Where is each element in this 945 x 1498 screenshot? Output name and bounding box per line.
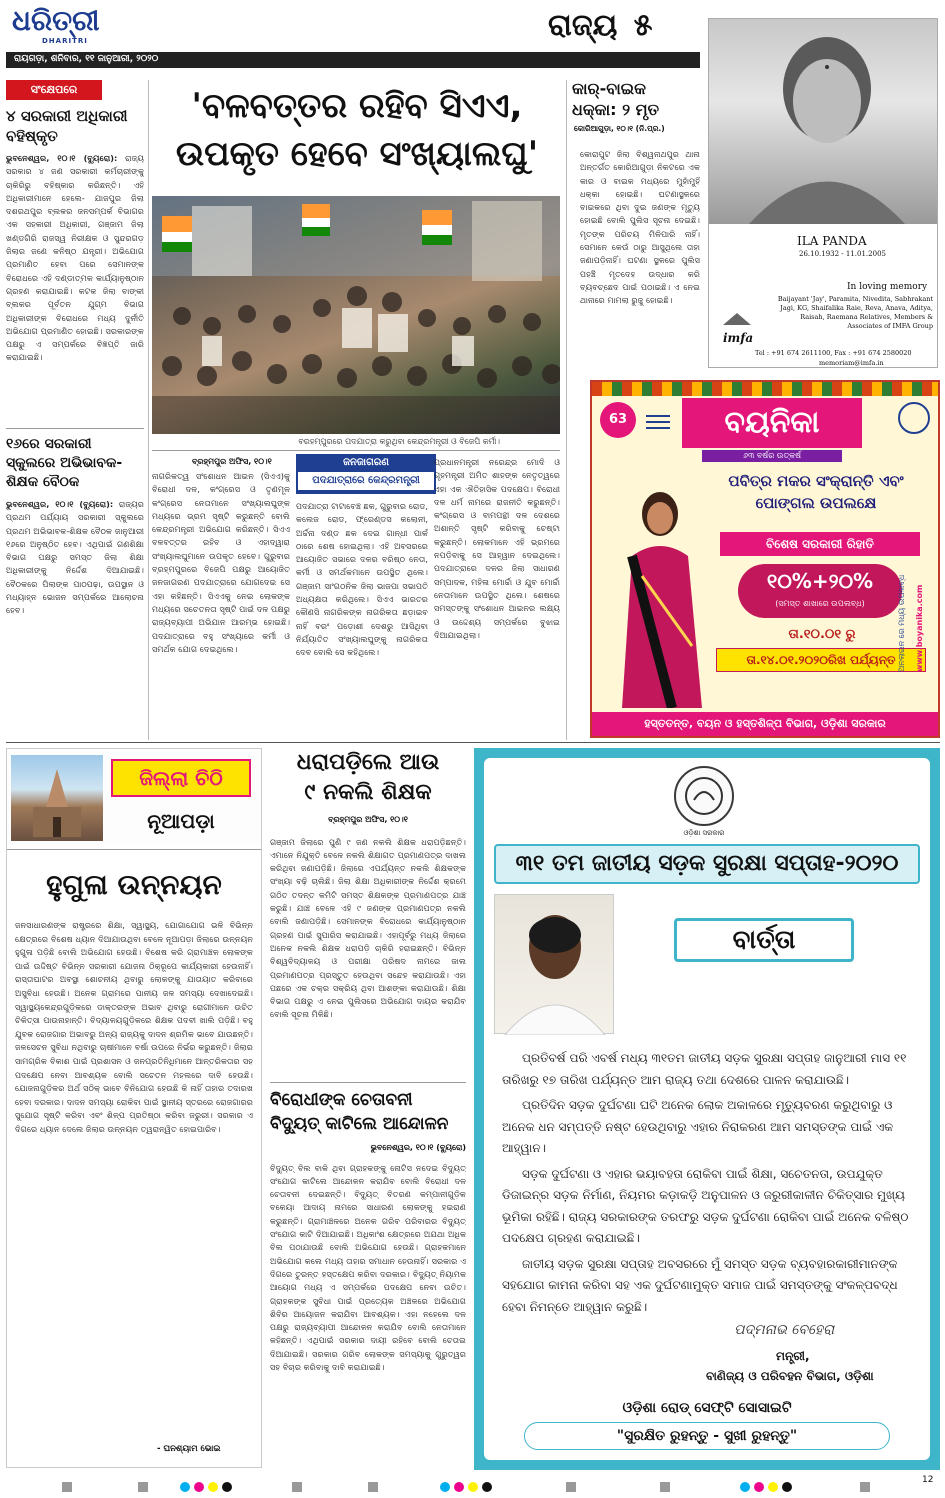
divider [152, 450, 560, 451]
obituary-email: memoriam@imfa.in [819, 359, 884, 367]
weave-pattern-icon [644, 412, 672, 432]
road-safety-inner [484, 758, 930, 1460]
brief-label: ସଂକ୍ଷେପରେ [6, 80, 102, 100]
ad-side-online: ଅନଲାଇନ ରେ ମଧ୍ୟ ଉପଲବ୍ଧ [897, 574, 906, 672]
brief-dateline-2: ଭୁବନେଶ୍ୱର, ୧୦।୧ (ବ୍ୟୁରୋ): [6, 499, 114, 509]
registration-dot [180, 1482, 190, 1492]
road-safety-slogan: "ସୁରକ୍ଷିତ ରୁହନ୍ତୁ - ସୁଖୀ ରୁହନ୍ତୁ" [524, 1422, 890, 1450]
teachers-story [270, 748, 466, 1078]
registration-dot [208, 1482, 218, 1492]
brief-column [6, 80, 144, 740]
imfa-logo-text: imfa [723, 331, 754, 346]
obituary-family: Baijayant 'Jay', Paramita, Nivedita, Sabhrakant Jagi, KG, Shaifalika Raie, Reva, Anava, Aditya, Raisah, Raemana Relatives, Members & Associates of IMFA Group [777, 295, 933, 330]
message-para-4: ଜାତୀୟ ସଡ଼କ ସୁରକ୍ଷା ସପ୍ତାହ ଅବସରରେ ମୁଁ ସମସ୍ତ ସଡ଼କ ବ୍ୟବହାରକାରୀମାନଙ୍କ ସହଯୋଗ କାମନା କରିବା ସହ ଏକ ଦୁର୍ଘଟଣାମୁକ୍ତ ସମାଜ ପାଇଁ ସମସ୍ତଙ୍କୁ ସଂକଳ୍ପବଦ୍ଧ ହେବା ନିମନ୍ତେ ଆହ୍ୱାନ କରୁଛି। [502, 1256, 898, 1314]
accident-headline-line-2: ଧକ୍କା: ୨ ମୃତ [572, 100, 660, 119]
registration-block [62, 1482, 72, 1492]
power-story [270, 1088, 466, 1468]
lead-column-1: ନାଗରିକତ୍ୱ ସଂଶୋଧନ ଆଇନ (ସିଏଏ)କୁ ବିରୋଧୀ ଦଳ, କଂଗ୍ରେସ ଓ ତୃଣମୂଳ କଂଗ୍ରେସ ନେତାମାନେ ସଂଖ୍ୟାଲଘୁଙ୍କ ମଧ୍ୟରେ ଭ୍ରମ ସୃଷ୍ଟି କରୁଛନ୍ତି ବୋଲି କେନ୍ଦ୍ରମନ୍ତ୍ରୀ ଅଭିଯୋଗ କରିଛନ୍ତି। ସିଏଏ ବଳବତ୍ତର ରହିବ ଓ ଏହାଦ୍ୱାରା ସଂଖ୍ୟାଲଘୁମାନେ ଉପକୃତ ହେବେ। ଗୁରୁବାର ବ୍ରହ୍ମପୁରରେ ବିଜେପି ପକ୍ଷରୁ ଆୟୋଜିତ ଜନଜାଗରଣ ପଦଯାତ୍ରାରେ ଯୋଗଦେଇ ସେ ଏହା କହିଛନ୍ତି। ସିଏଏକୁ ନେଇ ଲୋକଙ୍କ ମଧ୍ୟରେ ସଚେତନତା ସୃଷ୍ଟି ପାଇଁ ଦଳ ପକ୍ଷରୁ ରାଜ୍ୟବ୍ୟାପୀ ଅଭିଯାନ ଆରମ୍ଭ ହୋଇଛି। ପଦଯାତ୍ରାରେ ବହୁ ସଂଖ୍ୟାରେ କର୍ମୀ ଓ ସମର୍ଥକ ଯୋଗ ଦେଇଥିଲେ। [152, 471, 290, 654]
dateline-text: ରାୟଗଡ଼ା, ଶନିବାର, ୧୧ ଜାନୁଆରୀ, ୨୦୨୦ [14, 54, 159, 64]
accident-body: କୋରାପୁଟ ଜିଲା ବିଶ୍ୱନାଥପୁର ଥାନା ଅନ୍ତର୍ଗତ କୋରିଆଗୁଡ଼ା ନିକଟରେ ଏକ କାର ଓ ବାଇକ ମଧ୍ୟରେ ମୁହାଁମୁହିଁ ଧକ୍କା ହୋଇଛି। ଘଟଣାସ୍ଥଳରେ ବାଇକରେ ଥିବା ଦୁଇ ଜଣଙ୍କ ମୃତ୍ୟୁ ହୋଇଛି ବୋଲି ପୁଲିସ ସୂଚନା ଦେଇଛି। ମୃତଙ୍କ ପରିଚୟ ମିଳିପାରି ନାହିଁ। ସେମାନେ କେଉଁ ଠାରୁ ଆସୁଥିଲେ ତାହା ଜଣାପଡ଼ିନାହିଁ। ଘଟଣା ସ୍ଥଳରେ ପୁଲିସ ପହଞ୍ଚି ମୃତଦେହ ଉଦ୍ଧାର କରି ବ୍ୟବଚ୍ଛେଦ ପାଇଁ ପଠାଇଛି। ଏ ନେଇ ଥାନାରେ ମାମଲା ରୁଜୁ ହୋଇଛି। [580, 149, 700, 306]
discount-text: ୧୦%+୨୦% [766, 569, 874, 593]
registration-block [860, 1482, 870, 1492]
power-dateline: ଭୁବନେଶ୍ୱର, ୧୦।୧ (ବ୍ୟୁରୋ) [370, 1143, 466, 1152]
temple-illustration [11, 755, 103, 841]
obituary-contact: Tel : +91 674 2611100, Fax : +91 674 2580020 [755, 349, 912, 357]
boyanika-ad [590, 380, 940, 738]
registration-block [660, 1482, 670, 1492]
district-header [7, 749, 261, 845]
district-body: ଜନସାଧାରଣଙ୍କ ରାଷ୍ଟ୍ରରେ ଶିକ୍ଷା, ସ୍ୱାସ୍ଥ୍ୟ, ଯୋଗାଯୋଗ ଭଳି ବିଭିନ୍ନ କ୍ଷେତ୍ରରେ ବିଶେଷ ଧ୍ୟାନ ଦିଆଯାଉଥିବା ବେଳେ ନୂଆପଡ଼ା ଜିଲାରେ ଉନ୍ନୟନ ହୁଗୁଳା ପଡ଼ିଛି ବୋଲି ଅଭିଯୋଗ ହେଉଛି। ବିଶେଷ କରି ଗ୍ରାମାଞ୍ଚଳ ଲୋକଙ୍କ ପାଇଁ ଉଦ୍ଦିଷ୍ଟ ବିଭିନ୍ନ ସରକାରୀ ଯୋଜନା ଠିକ୍‌ରୂପେ କାର୍ଯ୍ୟକାରୀ ହେଉନାହିଁ। ରାସ୍ତାଘାଟର ଅବସ୍ଥା ଶୋଚନୀୟ ଥିବାରୁ ଲୋକଙ୍କୁ ଯାତାୟାତ କରିବାରେ ଅସୁବିଧା ହେଉଛି। ଅନେକ ଗ୍ରାମରେ ପାନୀୟ ଜଳ ସମସ୍ୟା ଦେଖାଦେଇଛି। ସ୍ୱାସ୍ଥ୍ୟକେନ୍ଦ୍ରଗୁଡ଼ିକରେ ଡାକ୍ତରଙ୍କ ଅଭାବ ଥିବାରୁ ରୋଗୀମାନେ ଉଚିତ ଚିକିତ୍ସା ପାଉନାହାନ୍ତି। ବିଦ୍ୟାଳୟଗୁଡ଼ିକରେ ଶିକ୍ଷକ ପଦବୀ ଖାଲି ପଡ଼ିଛି। ବହୁ ଯୁବକ ରୋଜଗାର ଅଭାବରୁ ଅନ୍ୟ ରାଜ୍ୟକୁ ଦାଦନ ଶ୍ରମିକ ଭାବେ ଯାଉଛନ୍ତି। ଜଳସେଚନ ସୁବିଧା ନଥିବାରୁ ଚାଷୀମାନେ ବର୍ଷା ଉପରେ ନିର୍ଭର କରୁଛନ୍ତି। ଜିଲାର ସାମଗ୍ରିକ ବିକାଶ ପାଇଁ ପ୍ରଶାସନ ଓ ଜନପ୍ରତିନିଧିମାନେ ଆନ୍ତରିକତାର ସହ ପଦକ୍ଷେପ ନେବା ଆବଶ୍ୟକ ବୋଲି ସଚେତନ ମହଲରେ ଦାବି ହେଉଛି। ଯୋଜନାଗୁଡ଼ିକର ଅର୍ଥ ସଠିକ୍ ଭାବେ ବିନିଯୋଗ ହେଉଛି କି ନାହିଁ ତାହାର ତଦାରଖ ହେବା ଦରକାର। ଦାଦନ ସମସ୍ୟା ରୋକିବା ପାଇଁ ସ୍ଥାନୀୟ ସ୍ତରରେ ରୋଜଗାରର ସୁଯୋଗ ସୃଷ୍ଟି କରିବା ଏବଂ ଶିଳ୍ପ ପ୍ରତିଷ୍ଠା କରିବା ଜରୁରୀ। ସରକାର ଏ ଦିଗରେ ଧ୍ୟାନ ଦେଲେ ଜିଲାର ଉନ୍ନୟନ ତ୍ୱରାନ୍ୱିତ ହୋଇପାରିବ। [15, 920, 253, 1134]
registration-block [292, 1482, 302, 1492]
district-name: ନୂଆପଡ଼ା [147, 809, 215, 833]
lead-tag-line-2: ପଦଯାତ୍ରାରେ କେନ୍ଦ୍ରମନ୍ତ୍ରୀ [298, 472, 434, 490]
ad-occasion-line-1: ପବିତ୍ର ମକର ସଂକ୍ରାନ୍ତି ଏବଂ [728, 472, 904, 490]
registration-block [566, 1482, 576, 1492]
dateline-bar [6, 52, 700, 68]
brief-text-2: ରାଜ୍ୟର ପ୍ରଥମ ପର୍ଯ୍ୟାୟ ସରକାରୀ ସ୍କୁଲରେ ପ୍ରଥମ ଅଭିଭାବକ-ଶିକ୍ଷକ ବୈଠକ ଜାନୁଆରୀ ୧୬ରେ ଅନୁଷ୍ଠିତ ହେବ। ଏଥିପାଇଁ ଗଣଶିକ୍ଷା ବିଭାଗ ପକ୍ଷରୁ ସମସ୍ତ ଜିଲା ଶିକ୍ଷା ଅଧିକାରୀଙ୍କୁ ନିର୍ଦ୍ଦେଶ ଦିଆଯାଇଛି। ବୈଠକରେ ପିଲାଙ୍କ ପାଠପଢ଼ା, ଉପସ୍ଥାନ ଓ ମଧ୍ୟାହ୍ନ ଭୋଜନ ସମ୍ପର୍କରେ ଆଲୋଚନା ହେବ। [6, 499, 144, 616]
message-label: ବାର୍ତ୍ତା [674, 918, 854, 962]
all-branches-text: (ସମସ୍ତ ଶାଖାରେ ଉପଲବ୍ଧ) [775, 599, 865, 608]
lead-photo-caption: ବରହମ୍ପୁରରେ ପଦଯାତ୍ରା କରୁଥିବା କେନ୍ଦ୍ରମନ୍ତ୍ରୀ ଓ ବିଜେପି କର୍ମୀ। [298, 437, 500, 446]
obituary-dates: 26.10.1932 - 11.01.2005 [799, 250, 886, 258]
boyanika-brand: ବୟନିକା [682, 398, 862, 448]
registration-dot [194, 1482, 204, 1492]
registration-block [138, 1482, 148, 1492]
message-para-3: ସଡ଼କ ଦୁର୍ଘଟଣା ଓ ଏହାର ଭୟାବହତା ରୋକିବା ପାଇଁ ଶିକ୍ଷା, ସଚେତନତା, ଉପଯୁକ୍ତ ଡିଜାଇନ୍‌ର ସଡ଼କ ନିର୍ମାଣ, ନିୟମର କଡ଼ାକଡ଼ି ଅନୁପାଳନ ଓ ଜରୁରୀକାଳୀନ ଚିକିତ୍ସାର ମୁଖ୍ୟ ଭୂମିକା ରହିଛି। ରାଜ୍ୟ ସରକାରଙ୍କ ତରଫରୁ ସଡ଼କ ଦୁର୍ଘଟଣା ରୋକିବା ପାଇଁ ଅନେକ ବଳିଷ୍ଠ ପଦକ୍ଷେପ ଗ୍ରହଣ କରାଯାଇଛି। [502, 1166, 909, 1245]
teachers-body: ଗଞ୍ଜାମ ଜିଲାରେ ପୁଣି ୯ ଜଣ ନକଲି ଶିକ୍ଷକ ଧରାପଡ଼ିଛନ୍ତି। ଏମାନେ ନିଯୁକ୍ତି ବେଳେ ନକଲି ଶିକ୍ଷାଗତ ପ୍ରମାଣପତ୍ର ଦାଖଲ କରିଥିବା ଜଣାପଡ଼ିଛି। ଜିଲାରେ ଏପର୍ଯ୍ୟନ୍ତ ନକଲି ଶିକ୍ଷକଙ୍କ ସଂଖ୍ୟା ବଢ଼ି ଚାଲିଛି। ଜିଲା ଶିକ୍ଷା ଅଧିକାରୀଙ୍କ ନିର୍ଦ୍ଦେଶ କ୍ରମେ ଗଠିତ ତଦନ୍ତ କମିଟି ସମସ୍ତ ଶିକ୍ଷକଙ୍କ ପ୍ରମାଣପତ୍ର ଯାଞ୍ଚ କରୁଛି। ଯାଞ୍ଚ ବେଳେ ଏହି ୯ ଜଣଙ୍କ ପ୍ରମାଣପତ୍ର ନକଲି ବୋଲି ଜଣାପଡ଼ିଛି। ସେମାନଙ୍କ ବିରୋଧରେ କାର୍ଯ୍ୟାନୁଷ୍ଠାନ ଗ୍ରହଣ ପାଇଁ ସୁପାରିସ କରାଯାଇଛି। ଏହାପୂର୍ବରୁ ମଧ୍ୟ ଜିଲାରେ ଅନେକ ନକଲି ଶିକ୍ଷକ ଧରାପଡ଼ି ଚାକିରି ହରାଇଛନ୍ତି। ବିଭିନ୍ନ ବିଶ୍ୱବିଦ୍ୟାଳୟ ଓ ପରୀକ୍ଷା ପରିଷଦ ନାମରେ ଜାଲ ପ୍ରମାଣପତ୍ର ପ୍ରସ୍ତୁତ ହେଉଥିବା ସନ୍ଦେହ କରାଯାଉଛି। ଏହା ପଛରେ ଏକ ଚକ୍ର ସକ୍ରିୟ ଥିବା ଆଶଙ୍କା କରାଯାଉଛି। ଶିକ୍ଷା ବିଭାଗ ପକ୍ଷରୁ ଏ ନେଇ ପୁଲିସରେ ଅଭିଯୋଗ ଦାୟର କରାଯିବ ବୋଲି ସୂଚନା ମିଳିଛି। [270, 836, 466, 1020]
registration-dot [482, 1482, 492, 1492]
imfa-logo-icon [723, 313, 763, 325]
road-safety-title: ୩୧ ତମ ଜାତୀୟ ସଡ଼କ ସୁରକ୍ଷା ସପ୍ତାହ-୨୦୨୦ [494, 844, 920, 884]
divider [7, 849, 261, 850]
teachers-headline-line-2: ୯ ନକଲି ଶିକ୍ଷକ [304, 780, 432, 805]
emblem-text: ଓଡ଼ିଶା ସରକାର [683, 829, 725, 837]
power-body: ବିଦ୍ୟୁତ୍ ବିଲ ବାକି ଥିବା ଗ୍ରାହକଙ୍କୁ ନୋଟିସ ନଦେଇ ବିଦ୍ୟୁତ୍ ସଂଯୋଗ କାଟିଲେ ଆନ୍ଦୋଳନ କରାଯିବ ବୋଲି ବିରୋଧୀ ଦଳ ଚେତାବନୀ ଦେଇଛନ୍ତି। ବିଦ୍ୟୁତ୍ ବିତରଣ କମ୍ପାନୀଗୁଡ଼ିକ ବକେୟା ଆଦାୟ ନାମରେ ସାଧାରଣ ଲୋକଙ୍କୁ ହଇରାଣ କରୁଛନ୍ତି। ଗ୍ରାମାଞ୍ଚଳରେ ଅନେକ ଗରିବ ପରିବାରର ବିଦ୍ୟୁତ୍ ସଂଯୋଗ କାଟି ଦିଆଯାଇଛି। ଅଧିକାଂଶ କ୍ଷେତ୍ରରେ ଅଯଥା ଅଧିକ ବିଲ ପଠାଯାଉଛି ବୋଲି ଅଭିଯୋଗ ହେଉଛି। ଗ୍ରାହକମାନେ ଅଭିଯୋଗ କଲେ ମଧ୍ୟ ତାହାର ସମାଧାନ ହେଉନାହିଁ। ସରକାର ଏ ଦିଗରେ ତୁରନ୍ତ ହସ୍ତକ୍ଷେପ କରିବା ଦରକାର। ବିଦ୍ୟୁତ୍ ନିୟାମକ ଆୟୋଗ ମଧ୍ୟ ଏ ସମ୍ପର୍କରେ ପଦକ୍ଷେପ ନେବା ଉଚିତ। ଗ୍ରାହକଙ୍କ ସୁବିଧା ପାଇଁ ପ୍ରତ୍ୟେକ ଅଞ୍ଚଳରେ ଅଭିଯୋଗ ଶିବିର ଆୟୋଜନ କରାଯିବା ଆବଶ୍ୟକ। ଏହା ନହେଲେ ଦଳ ପକ୍ଷରୁ ରାଜ୍ୟବ୍ୟାପୀ ଆନ୍ଦୋଳନ କରାଯିବ ବୋଲି ନେତାମାନେ କହିଛନ୍ତି। ଏଥିପାଇଁ ସରକାର ଦାୟୀ ରହିବେ ବୋଲି ଚେତାଇ ଦିଆଯାଇଛି। ସରକାର ଗରିବ ଲୋକଙ୍କ ସମସ୍ୟାକୁ ଗୁରୁତ୍ୱର ସହ ବିଚାର କରିବାକୁ ଦାବି କରାଯାଇଛି। [270, 1162, 466, 1373]
registration-dot [768, 1482, 778, 1492]
ad-website: www.boyanika.com [915, 584, 924, 672]
message-para-2: ପ୍ରତିଦିନ ସଡ଼କ ଦୁର୍ଘଟଣା ଘଟି ଅନେକ ଲୋକ ଅକାଳରେ ମୃତ୍ୟୁବରଣ କରୁଥିବାରୁ ଓ ଅନେକ ଧନ ସମ୍ପତ୍ତି ନଷ୍ଟ ହେଉଥିବାରୁ ଏହାର ନିରାକରଣ ଆମ ସମସ୍ତଙ୍କ ପାଇଁ ଏକ ଆହ୍ୱାନ। [502, 1098, 894, 1155]
section-page-number: ୫ [633, 8, 653, 43]
emblem-illustration [676, 768, 732, 824]
accident-dateline: କୋରିଆଗୁଡ଼ା, ୧୦।୧ (ନି.ପ୍ର.) [574, 124, 665, 133]
registration-dot [222, 1482, 232, 1492]
column-divider [566, 80, 567, 740]
ad-from-date: ତା.୧୦.୦୧ ରୁ [788, 627, 856, 642]
registration-dot [440, 1482, 450, 1492]
obituary-box [708, 18, 938, 368]
district-byline: - ଘନଶ୍ୟାମ ଭୋଇ [157, 1444, 221, 1454]
ad-side-text [892, 542, 936, 672]
power-headline [270, 1088, 466, 1136]
section-divider [6, 742, 940, 743]
brief-dateline-1: ଭୁବନେଶ୍ୱର, ୧୦।୧ (ବ୍ୟୁରୋ): [6, 153, 118, 163]
brief-headline-1: ୪ ସରକାରୀ ଅଧିକାରୀ ବହିଷ୍କୃତ [6, 107, 128, 145]
boyanika-anniversary: ୬୩ ବର୍ଷର ଉତ୍କର୍ଷ [702, 450, 842, 462]
brief-body-2 [6, 498, 144, 678]
ad-top-border [592, 382, 938, 396]
lead-column-2: ପଦଯାତ୍ରା ଟାଟାବେଞ୍ଚ ଛକ, ଗୁରୁବାର ରୋଡ, କଲେଜ ରୋଡ, ଫ୍ରେଣ୍ଡସ କଲୋନୀ, ଅର୍ଚ୍ଚନା ଦଣ୍ଡ ଛକ ଦେଇ ଗାନ୍ଧୀ ପାର୍କ ଠାରେ ଶେଷ ହୋଇଥିଲା। ଏହି ଅବସରରେ ଆୟୋଜିତ ସଭାରେ ଦଳର ବରିଷ୍ଠ ନେତା, କର୍ମୀ ଓ ସମର୍ଥକମାନେ ଉପସ୍ଥିତ ଥିଲେ। ଗଞ୍ଜାମ ସାଂଗଠନିକ ଜିଲା ଭାଜପା ସଭାପତି ଅଧ୍ୟକ୍ଷତା କରିଥିଲେ। ସିଏଏ ଭାରତର କୌଣସି ନାଗରିକଙ୍କ ନାଗରିକତା ଛଡ଼ାଇବ ନାହିଁ ବରଂ ପଡ଼ୋଶୀ ଦେଶରୁ ଆସିଥିବା ନିର୍ଯ୍ୟାତିତ ସଂଖ୍ୟାଲଘୁଙ୍କୁ ନାଗରିକତା ଦେବ ବୋଲି ସେ କହିଥିଲେ। [296, 501, 428, 658]
masthead [0, 0, 700, 70]
model-illustration [602, 486, 708, 708]
temple-photo [11, 755, 103, 841]
minister-photo [494, 894, 614, 1034]
power-headline-line-1: ବିରୋଧୀଙ୍କ ଚେତାବନୀ [270, 1090, 413, 1110]
registration-dot [754, 1482, 764, 1492]
odisha-emblem-icon [898, 402, 930, 434]
divider [270, 1082, 466, 1083]
brief-text-1: ରାଜ୍ୟ ସରକାର ୪ ଜଣ ସରକାରୀ କର୍ମଚାରୀଙ୍କୁ ଚାକିରିରୁ ବହିଷ୍କାର କରିଛନ୍ତି। ଏହି ଅଧିକାରୀମାନେ ହେଲେ- ଯାଜପୁର ଜିଲା ଦଶରଥପୁର ବ୍ଲକର ଜନସମ୍ପର୍କ ବିଭାଗର ଏକ ସହକାରୀ ଅଧିକାରୀ, ଗଞ୍ଜାମ ଜିଲା ଖଣ୍ଡଗିରି ରାଜସ୍ୱ ନିରୀକ୍ଷକ ଓ ସୁନ୍ଦରଗଡ଼ ଜିଲାର ଜଣେ କନିଷ୍ଠ ଯନ୍ତ୍ରୀ। ଅଭିଯୋଗ ପ୍ରମାଣିତ ହେବା ପରେ ସେମାନଙ୍କ ବିରୋଧରେ ଏହି ଦଣ୍ଡାତ୍ମକ କାର୍ଯ୍ୟାନୁଷ୍ଠାନ ଗ୍ରହଣ କରାଯାଇଛି। କଟକ ଜିଲା ବାଙ୍କୀ ବ୍ଲକର ପୂର୍ବତନ ଯୁଗ୍ମ ବିଭାଗ ଅଧିକାରୀଙ୍କ ବିରୋଧରେ ମଧ୍ୟ ଦୁର୍ନୀତି ଅଭିଯୋଗ ପ୍ରମାଣିତ ହୋଇଛି। ସରକାରଙ୍କ ପକ୍ଷରୁ ଏ ସମ୍ପର୍କରେ ବିଜ୍ଞପ୍ତି ଜାରି କରାଯାଇଛି। [6, 153, 144, 363]
section-name: ରାଜ୍ୟ [548, 8, 618, 43]
lead-headline-line-1: 'ବଳବତ୍ତର ରହିବ ସିଏଏ, [191, 86, 523, 126]
divider [6, 428, 144, 429]
accident-headline [572, 78, 700, 120]
column-divider [148, 80, 149, 740]
registration-dot [782, 1482, 792, 1492]
minister-signature: ପଦ୍ମନାଭ ବେହେରା [734, 1322, 835, 1338]
message-para-1: ପ୍ରତିବର୍ଷ ପରି ଏବର୍ଷ ମଧ୍ୟ ୩୧ତମ ଜାତୀୟ ସଡ଼କ ସୁରକ୍ଷା ସପ୍ତାହ ଜାନୁଆରୀ ମାସ ୧୧ ତାରିଖରୁ ୧୭ ତାରିଖ ପର୍ଯ୍ୟନ୍ତ ଆମ ରାଜ୍ୟ ତଥା ଦେଶରେ ପାଳନ କରାଯାଉଛି। [502, 1051, 907, 1087]
imfa-logo [723, 313, 763, 347]
masthead-logo: ଧରିତ୍ରୀ [12, 4, 100, 37]
district-column [6, 748, 262, 1468]
minister-designation: ମନ୍ତ୍ରୀ, [776, 1349, 810, 1363]
minister-portrait [495, 895, 615, 1035]
ad-to-date: ତା.୧୪.୦୧.୨୦୨୦ରିଖ ପର୍ଯ୍ୟନ୍ତ [716, 648, 926, 672]
discount-badge [738, 564, 902, 618]
saree-model-image [602, 486, 708, 708]
district-label: ଜିଲ୍ଲା ଚିଠି [111, 759, 251, 797]
ad-occasion [702, 470, 930, 514]
lead-dateline: ବ୍ରହ୍ମପୁର ଅଫିସ, ୧୦।୧ [192, 457, 272, 466]
brief-body-1 [6, 152, 144, 422]
government-emblem-icon [674, 766, 734, 826]
crowd-illustration [152, 196, 560, 434]
district-headline: ହୁଗୁଳା ଉନ୍ନୟନ [46, 868, 222, 901]
lead-tag-line-1: ଜନଜାଗରଣ [343, 457, 389, 468]
obituary-memory-title: In loving memory [847, 282, 928, 292]
teachers-headline [270, 748, 466, 808]
obituary-photo [709, 19, 937, 224]
obituary-name: ILA PANDA [797, 234, 867, 248]
anniversary-badge: 63 [600, 402, 636, 438]
ad-occasion-line-2: ପୋଙ୍ଗଲ ଉପଲକ୍ଷେ [755, 494, 877, 512]
brief-headline-2: ୧୬ରେ ସରକାରୀ ସ୍କୁଲରେ ଅଭିଭାବକ-ଶିକ୍ଷକ ବୈଠକ [6, 436, 123, 490]
lead-photo [152, 196, 560, 434]
masthead-logo-sub: DHARITRI [42, 37, 88, 45]
road-safety-ad [474, 748, 940, 1470]
accident-headline-line-1: କାର୍-ବାଇକ [572, 79, 646, 98]
registration-block [368, 1482, 378, 1492]
footer-page-number: 12 [922, 1475, 934, 1485]
registration-dot [454, 1482, 464, 1492]
minister-department: ବାଣିଜ୍ୟ ଓ ପରିବହନ ବିଭାଗ, ଓଡ଼ିଶା [706, 1369, 874, 1383]
road-safety-message [502, 1048, 918, 1318]
lead-headline [152, 82, 562, 178]
lead-column-3: ପ୍ରଧାନମନ୍ତ୍ରୀ ନରେନ୍ଦ୍ର ମୋଦି ଓ ଗୃହମନ୍ତ୍ରୀ ଅମିତ ଶାହଙ୍କ ନେତୃତ୍ୱରେ ଏହା ଏକ ଐତିହାସିକ ପଦକ୍ଷେପ। ବିରୋଧୀ ଦଳ ଧର୍ମ ନାମରେ ରାଜନୀତି କରୁଛନ୍ତି। କଂଗ୍ରେସ ଓ ବାମପନ୍ଥୀ ଦଳ ଦେଶରେ ଅଶାନ୍ତି ସୃଷ୍ଟି କରିବାକୁ ଚେଷ୍ଟା କରୁଛନ୍ତି। ଲୋକମାନେ ଏହି ଭ୍ରମରେ ନପଡ଼ିବାକୁ ସେ ଆହ୍ୱାନ ଦେଇଥିଲେ। ପଦଯାତ୍ରାରେ ଦଳର ଜିଲା ସାଧାରଣ ସମ୍ପାଦକ, ମହିଳା ମୋର୍ଚ୍ଚା ଓ ଯୁବ ମୋର୍ଚ୍ଚା ନେତାମାନେ ଉପସ୍ଥିତ ଥିଲେ। ଶେଷରେ ସମସ୍ତଙ୍କୁ ସଂଶୋଧନ ଆଇନର ଲକ୍ଷ୍ୟ ଓ ଉଦ୍ଦେଶ୍ୟ ସମ୍ପର୍କରେ ବୁଝାଇ ଦିଆଯାଇଥିଲା। [434, 457, 560, 640]
lead-headline-line-2: ଉପକୃତ ହେବେ ସଂଖ୍ୟାଲଘୁ' [175, 134, 539, 174]
society-name: ଓଡ଼ିଶା ରୋଡ୍ ସେଫ୍ଟି ସୋସାଇଟି [622, 1400, 792, 1416]
registration-dot [468, 1482, 478, 1492]
registration-dot [740, 1482, 750, 1492]
ad-footer: ହସ୍ତତନ୍ତ, ବୟନ ଓ ହସ୍ତଶିଳ୍ପ ବିଭାଗ, ଓଡ଼ିଶା ସରକାର [592, 712, 938, 736]
portrait-illustration [709, 19, 937, 224]
section-title [548, 6, 653, 46]
teachers-dateline: ବ୍ରହ୍ମପୁର ଅଫିସ, ୧୦।୧ [328, 815, 408, 824]
power-headline-line-2: ବିଦ୍ୟୁତ୍ କାଟିଲେ ଆନ୍ଦୋଳନ [270, 1114, 449, 1134]
offer-title: ବିଶେଷ ସରକାରୀ ରିହାତି [720, 532, 920, 556]
weave-icon [644, 412, 672, 432]
lead-tag [296, 454, 436, 494]
registration-bar [0, 1474, 945, 1498]
teachers-headline-line-1: ଧରାପଡ଼ିଲେ ଆଉ [296, 750, 440, 775]
